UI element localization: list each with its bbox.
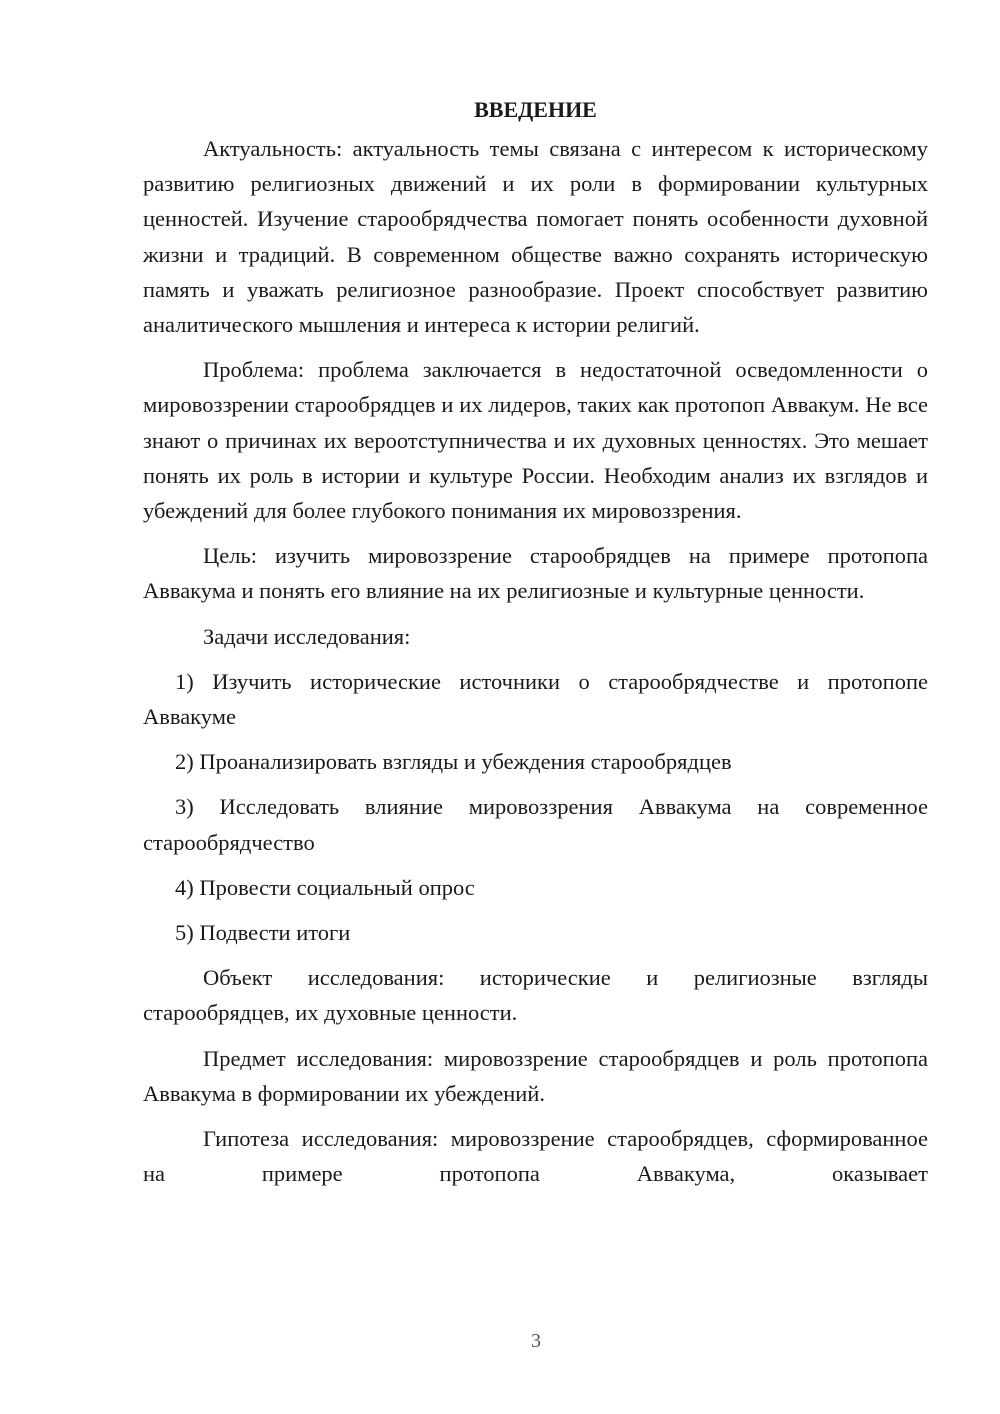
task-item-1: 1) Изучить исторические источники о старообрядчестве и протопопе Аввакуме (143, 668, 928, 730)
paragraph-goal: Цель: изучить мировоззрение старообрядцев на примере протопопа Аввакума и понять его влияние на их религиозные и культурные ценности. (143, 543, 928, 604)
task-item-5: 5) Подвести итоги (175, 920, 351, 946)
task-item-3: 3) Исследовать влияние мировоззрения Аввакума на современное старообрядчество (143, 794, 928, 855)
paragraph-hypothesis: Гипотеза исследования: мировоззрение старообрядцев, сформированное на примере протопопа Аввакума, оказывает (143, 1126, 928, 1187)
task-item-4: 4) Провести социальный опрос (175, 874, 475, 900)
paragraph-subject: Предмет исследования: мировоззрение старообрядцев и роль протопопа Аввакума в формировании их убеждений. (143, 1045, 928, 1106)
page-number: 3 (531, 1330, 541, 1352)
document-page (143, 92, 928, 1191)
paragraph-relevance: Актуальность: актуальность темы связана с интересом к историческому развитию религиозных движений и их роли в формировании культурных ценностей. Изучение старообрядчества помогает понять особенности духовной жизни и традиций. В современном обществе важно сохранять историческую память и уважать религиозное разнообразие. Проект способствует развитию аналитического мышления и интереса к истории религий. (143, 136, 928, 338)
paragraph-problem: Проблема: проблема заключается в недостаточной осведомленности о мировоззрении старообрядцев и их лидеров, таких как протопоп Аввакум. Не все знают о причинах их вероотступничества и их духовных ценностях. Это мешает понять их роль в истории и культуре России. Необходим анализ их взглядов и убеждений для более глубокого понимания их мировоззрения. (143, 357, 928, 524)
task-item-2: 2) Проанализировать взгляды и убеждения старообрядцев (175, 749, 732, 775)
paragraph-object: Объект исследования: исторические и религиозные взгляды старообрядцев, их духовные ценности. (143, 965, 928, 1026)
tasks-title: Задачи исследования: (203, 623, 411, 649)
section-heading: ВВЕДЕНИЕ (474, 97, 597, 122)
